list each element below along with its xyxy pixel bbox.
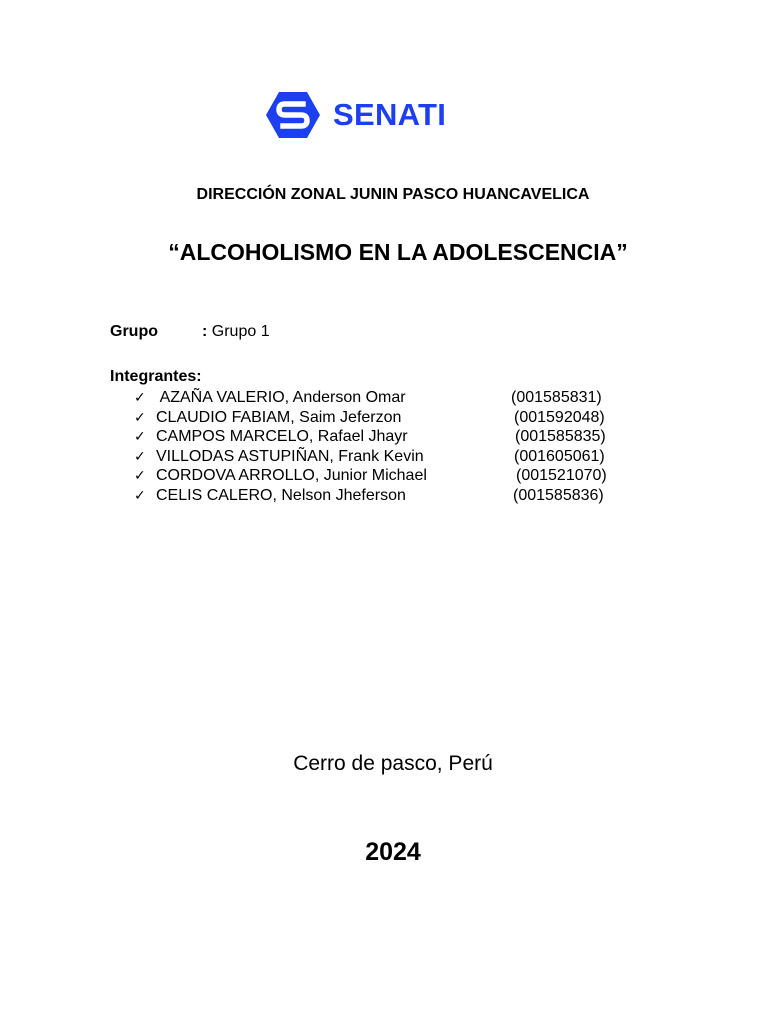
member-code: (001605061) — [514, 447, 605, 465]
direction-heading: DIRECCIÓN ZONAL JUNIN PASCO HUANCAVELICA — [196, 186, 590, 203]
members-list — [134, 388, 634, 506]
list-item — [134, 388, 634, 408]
list-item — [134, 486, 634, 506]
checkmark-icon: ✓ — [134, 408, 146, 425]
place-line: Cerro de pasco, Perú — [293, 752, 493, 775]
list-item — [134, 466, 634, 486]
member-code: (001585836) — [513, 486, 604, 504]
member-code: (001585835) — [515, 428, 606, 446]
year-line: 2024 — [365, 838, 421, 866]
member-code: (001521070) — [516, 467, 607, 485]
list-item — [134, 427, 634, 447]
list-item — [134, 408, 634, 428]
member-name: CELIS CALERO, Nelson Jheferson — [156, 486, 406, 504]
member-name: VILLODAS ASTUPIÑAN, Frank Kevin — [156, 447, 424, 465]
checkmark-icon: ✓ — [134, 428, 146, 445]
logo-text: SENATI — [333, 97, 447, 132]
group-separator: : — [202, 323, 208, 340]
group-value: Grupo 1 — [211, 323, 270, 340]
member-name: CORDOVA ARROLLO, Junior Michael — [156, 467, 427, 485]
checkmark-icon: ✓ — [134, 467, 146, 484]
member-code: (001592048) — [514, 408, 605, 426]
document-title: “ALCOHOLISMO EN LA ADOLESCENCIA” — [168, 239, 628, 265]
member-code: (001585831) — [511, 389, 602, 406]
group-label: Grupo — [110, 323, 158, 340]
members-label: Integrantes: — [110, 368, 202, 385]
senati-logo — [265, 90, 446, 140]
list-item — [134, 447, 634, 467]
senati-emblem-icon — [265, 90, 321, 140]
checkmark-icon: ✓ — [134, 486, 146, 503]
group-line — [110, 323, 270, 341]
checkmark-icon: ✓ — [134, 389, 146, 405]
checkmark-icon: ✓ — [134, 447, 146, 464]
member-name: CLAUDIO FABIAM, Saim Jeferzon — [156, 408, 402, 426]
member-name: AZAÑA VALERIO, Anderson Omar — [156, 389, 406, 406]
member-name: CAMPOS MARCELO, Rafael Jhayr — [156, 428, 408, 446]
